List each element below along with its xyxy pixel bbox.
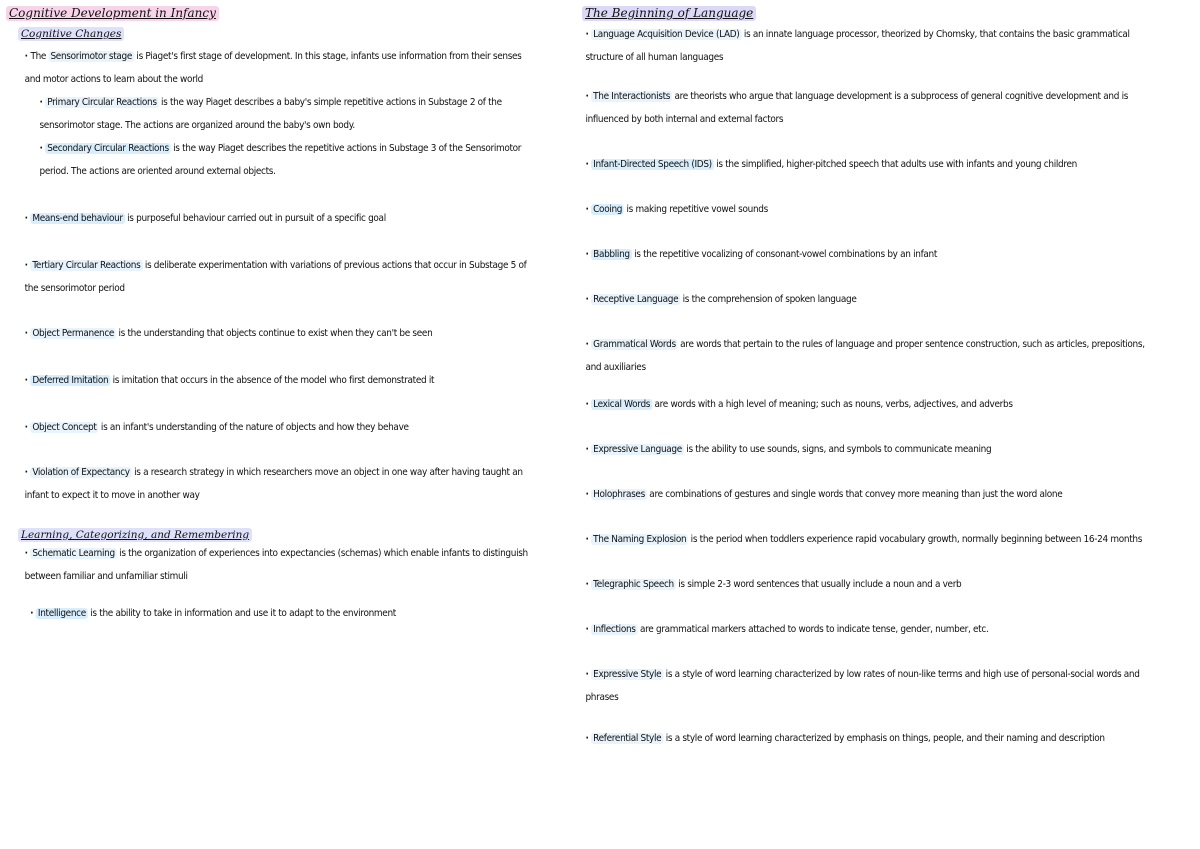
term: Object Concept: [32, 422, 97, 433]
list-item: · Babbling is the repetitive vocalizing of consonant-vowel combinations by an infant: [585, 249, 938, 260]
term: The Interactionists: [593, 91, 671, 102]
list-item: · Grammatical Words are words that pertain to the rules of language and proper sentence construction, such as articles, prepositions, and auxiliaries: [585, 339, 1145, 373]
list-item: · The Interactionists are theorists who argue that language development is a subprocess of general cognitive development and is influenced by both internal and external factors: [585, 91, 1129, 125]
list-item: · Intelligence is the ability to take in information and use it to adapt to the environment: [30, 608, 396, 619]
list-item: · Language Acquisition Device (LAD) is an innate language processor, theorized by Chomsky, that contains the basic grammatical structure of all human languages: [585, 29, 1130, 63]
list-item: · Primary Circular Reactions is the way Piaget describes a baby's simple repetitive actions in Substage 2 of the sensorimotor stage. The actions are organized around the baby's own body.: [39, 97, 502, 131]
term: Inflections: [593, 624, 636, 635]
term: Violation of Expectancy: [32, 467, 130, 478]
term: Expressive Language: [593, 444, 682, 455]
list-item: · Means-end behaviour is purposeful behaviour carried out in pursuit of a specific goal: [24, 213, 386, 224]
section-title-language: The Beginning of Language: [582, 6, 756, 21]
list-item: · Referential Style is a style of word learning characterized by emphasis on things, people, and their naming and description: [585, 733, 1105, 744]
term: Schematic Learning: [32, 548, 115, 559]
cognitive-changes-list: [6, 45, 574, 507]
list-item: · Receptive Language is the comprehension of spoken language: [585, 294, 857, 305]
term: Language Acquisition Device (LAD): [593, 29, 740, 40]
term: Grammatical Words: [593, 339, 676, 350]
term: Means-end behaviour: [32, 213, 123, 224]
list-item: · Expressive Style is a style of word learning characterized by low rates of noun-like terms and high use of personal-social words and phrases: [585, 669, 1140, 703]
term: Deferred Imitation: [32, 375, 109, 386]
section-heading-learning: Learning, Categorizing, and Remembering: [18, 528, 252, 542]
term: Intelligence: [37, 608, 86, 619]
list-item: · Object Concept is an infant's understanding of the nature of objects and how they behave: [24, 422, 409, 433]
list-item: · Object Permanence is the understanding that objects continue to exist when they can't be seen: [24, 328, 433, 339]
right-column: [578, 0, 1196, 750]
term: Receptive Language: [593, 294, 679, 305]
section-heading-cognitive-changes: Cognitive Changes: [18, 27, 124, 41]
term: Infant-Directed Speech (IDS): [593, 159, 712, 170]
term: Primary Circular Reactions: [47, 97, 157, 108]
term: Tertiary Circular Reactions: [32, 260, 141, 271]
list-item: · Telegraphic Speech is simple 2-3 word sentences that usually include a noun and a verb: [585, 579, 962, 590]
list-item: · Secondary Circular Reactions is the way Piaget describes the repetitive actions in Substage 3 of the Sensorimotor period. The actions are oriented around external objects.: [39, 143, 522, 177]
list-item: · Holophrases are combinations of gestures and single words that convey more meaning than just the word alone: [585, 489, 1063, 500]
list-item: · Schematic Learning is the organization of experiences into expectancies (schemas) which enable infants to distinguish between familiar and unfamiliar stimuli: [24, 548, 528, 582]
list-item: · The Sensorimotor stage is Piaget's first stage of development. In this stage, infants use information from their senses and motor actions to learn about the world: [24, 51, 522, 85]
term: Telegraphic Speech: [593, 579, 674, 590]
learning-list: [6, 542, 574, 625]
left-column: [6, 0, 574, 625]
list-item: · Deferred Imitation is imitation that occurs in the absence of the model who first demonstrated it: [24, 375, 435, 386]
list-item: · The Naming Explosion is the period when toddlers experience rapid vocabulary growth, normally beginning between 16-24 months: [585, 534, 1143, 545]
list-item: · Cooing is making repetitive vowel sounds: [585, 204, 768, 215]
term: Lexical Words: [593, 399, 651, 410]
term: Sensorimotor stage: [50, 51, 133, 62]
list-item: · Expressive Language is the ability to use sounds, signs, and symbols to communicate meaning: [585, 444, 992, 455]
term: Expressive Style: [593, 669, 662, 680]
term: The Naming Explosion: [593, 534, 687, 545]
list-item: · Lexical Words are words with a high level of meaning; such as nouns, verbs, adjectives, and adverbs: [585, 399, 1013, 410]
term: Referential Style: [593, 733, 662, 744]
list-item: · Infant-Directed Speech (IDS) is the simplified, higher-pitched speech that adults use with infants and young children: [585, 159, 1077, 170]
term: Cooing: [593, 204, 623, 215]
term: Secondary Circular Reactions: [47, 143, 169, 154]
language-list: [578, 23, 1196, 750]
page-title: Cognitive Development in Infancy: [6, 6, 219, 21]
list-item: · Tertiary Circular Reactions is deliberate experimentation with variations of previous actions that occur in Substage 5 of the sensorimotor period: [24, 260, 527, 294]
term: Object Permanence: [32, 328, 115, 339]
list-item: · Inflections are grammatical markers attached to words to indicate tense, gender, number, etc.: [585, 624, 989, 635]
term: Babbling: [593, 249, 630, 260]
list-item: · Violation of Expectancy is a research strategy in which researchers move an object in one way after having taught an infant to expect it to move in another way: [24, 467, 523, 501]
term: Holophrases: [593, 489, 645, 500]
